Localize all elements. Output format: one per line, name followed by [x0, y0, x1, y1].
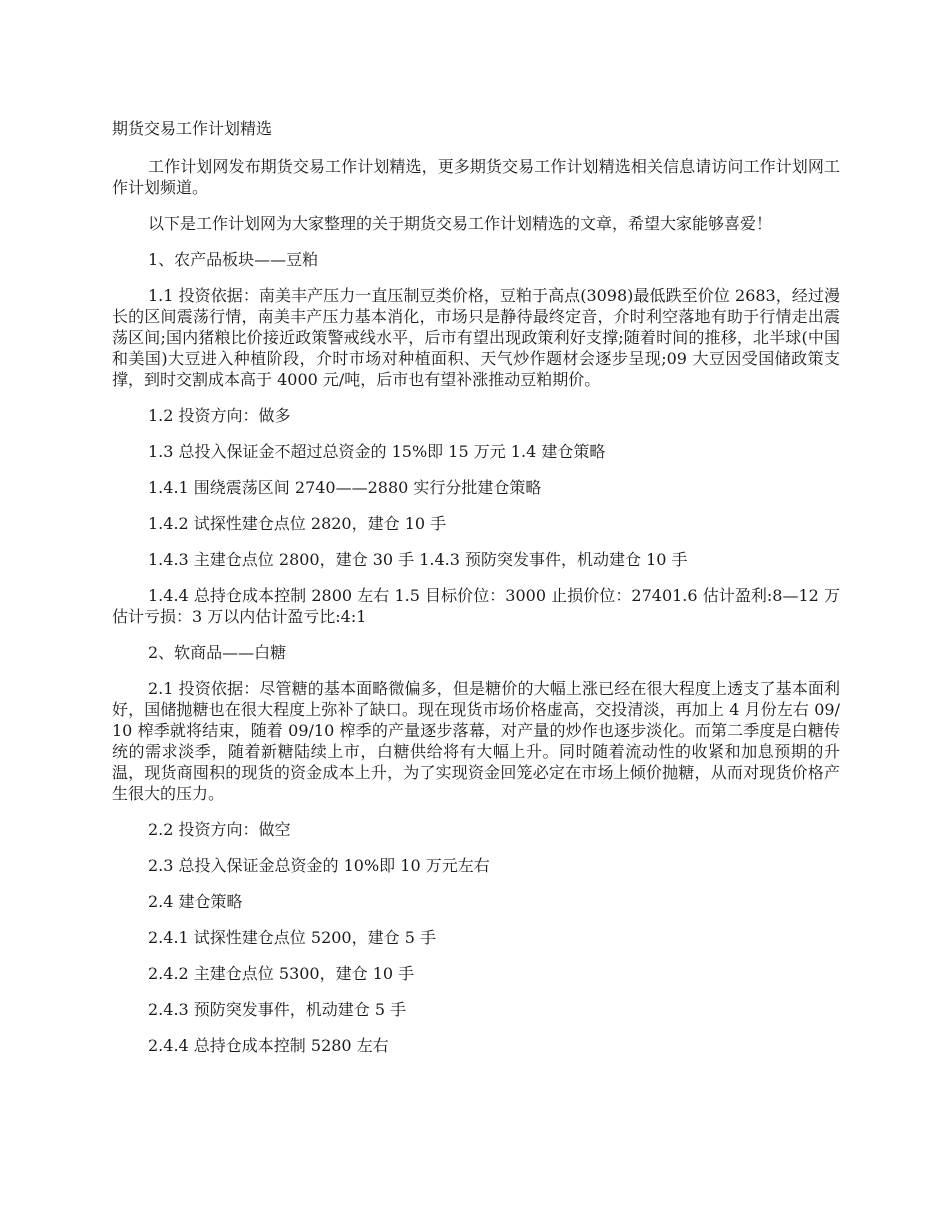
body-paragraph: 1.1 投资依据：南美丰产压力一直压制豆类价格，豆粕于高点(3098)最低跌至价位 2683，经过漫长的区间震荡行情，南美丰产压力基本消化，市场只是静待最终定音，介时利空落地有助于行情走出震荡区间;国内猪粮比价接近政策警戒线水平，后市有望出现政策利好支撑;随着时间的推移，北半球(中国和美国)大豆进入种植阶段，介时市场对种植面积、天气炒作题材会逐步呈现;09 大豆因受国储政策支撑，到时交割成本高于 4000 元/吨，后市也有望补涨推动豆粕期价。 — [112, 286, 840, 389]
body-paragraph: 1.4.1 围绕震荡区间 2740——2880 实行分批建仓策略 — [148, 478, 542, 497]
document-page — [112, 118, 840, 1071]
body-paragraph: 2.4.4 总持仓成本控制 5280 左右 — [148, 1036, 389, 1055]
intro-paragraph: 工作计划网发布期货交易工作计划精选，更多期货交易工作计划精选相关信息请访问工作计划网工作计划频道。 — [112, 157, 840, 197]
body-paragraph: 1.4.3 主建仓点位 2800，建仓 30 手 1.4.3 预防突发事件，机动建仓 10 手 — [148, 550, 688, 569]
body-paragraph: 2.3 总投入保证金总资金的 10%即 10 万元左右 — [148, 856, 490, 875]
body-paragraph: 2.4.3 预防突发事件，机动建仓 5 手 — [148, 1000, 407, 1019]
body-paragraph: 2.2 投资方向：做空 — [148, 820, 291, 839]
document-title: 期货交易工作计划精选 — [112, 119, 273, 138]
intro-paragraph: 以下是工作计划网为大家整理的关于期货交易工作计划精选的文章，希望大家能够喜爱！ — [148, 214, 773, 233]
body-paragraph: 1.4.2 试探性建仓点位 2820，建仓 10 手 — [148, 514, 447, 533]
body-paragraph: 1.2 投资方向：做多 — [148, 406, 291, 425]
body-paragraph: 2.1 投资依据：尽管糖的基本面略微偏多，但是糖价的大幅上涨已经在很大程度上透支了基本面利好，国储抛糖也在很大程度上弥补了缺口。现在现货市场价格虚高，交投清淡，再加上 4 月份左右 09/10 榨季就将结束，随着 09/10 榨季的产量逐步落幕，对产量的炒作也逐步淡化。而第二季度是白糖传统的需求淡季，随着新糖陆续上市，白糖供给将有大幅上升。同时随着流动性的收紧和加息预期的升温，现货商囤积的现货的资金成本上升，为了实现资金回笼必定在市场上倾价抛糖，从而对现货价格产生很大的压力。 — [112, 679, 840, 803]
section-heading: 2、软商品——白糖 — [148, 643, 287, 662]
body-paragraph: 2.4.1 试探性建仓点位 5200，建仓 5 手 — [148, 928, 436, 947]
section-heading: 1、农产品板块——豆粕 — [148, 250, 319, 269]
body-paragraph: 2.4 建仓策略 — [148, 892, 243, 911]
body-paragraph: 2.4.2 主建仓点位 5300，建仓 10 手 — [148, 964, 415, 983]
body-paragraph: 1.3 总投入保证金不超过总资金的 15%即 15 万元 1.4 建仓策略 — [148, 442, 606, 461]
body-paragraph: 1.4.4 总持仓成本控制 2800 左右 1.5 目标价位：3000 止损价位：27401.6 估计盈利:8—12 万估计亏损：3 万以内估计盈亏比:4:1 — [112, 586, 840, 626]
